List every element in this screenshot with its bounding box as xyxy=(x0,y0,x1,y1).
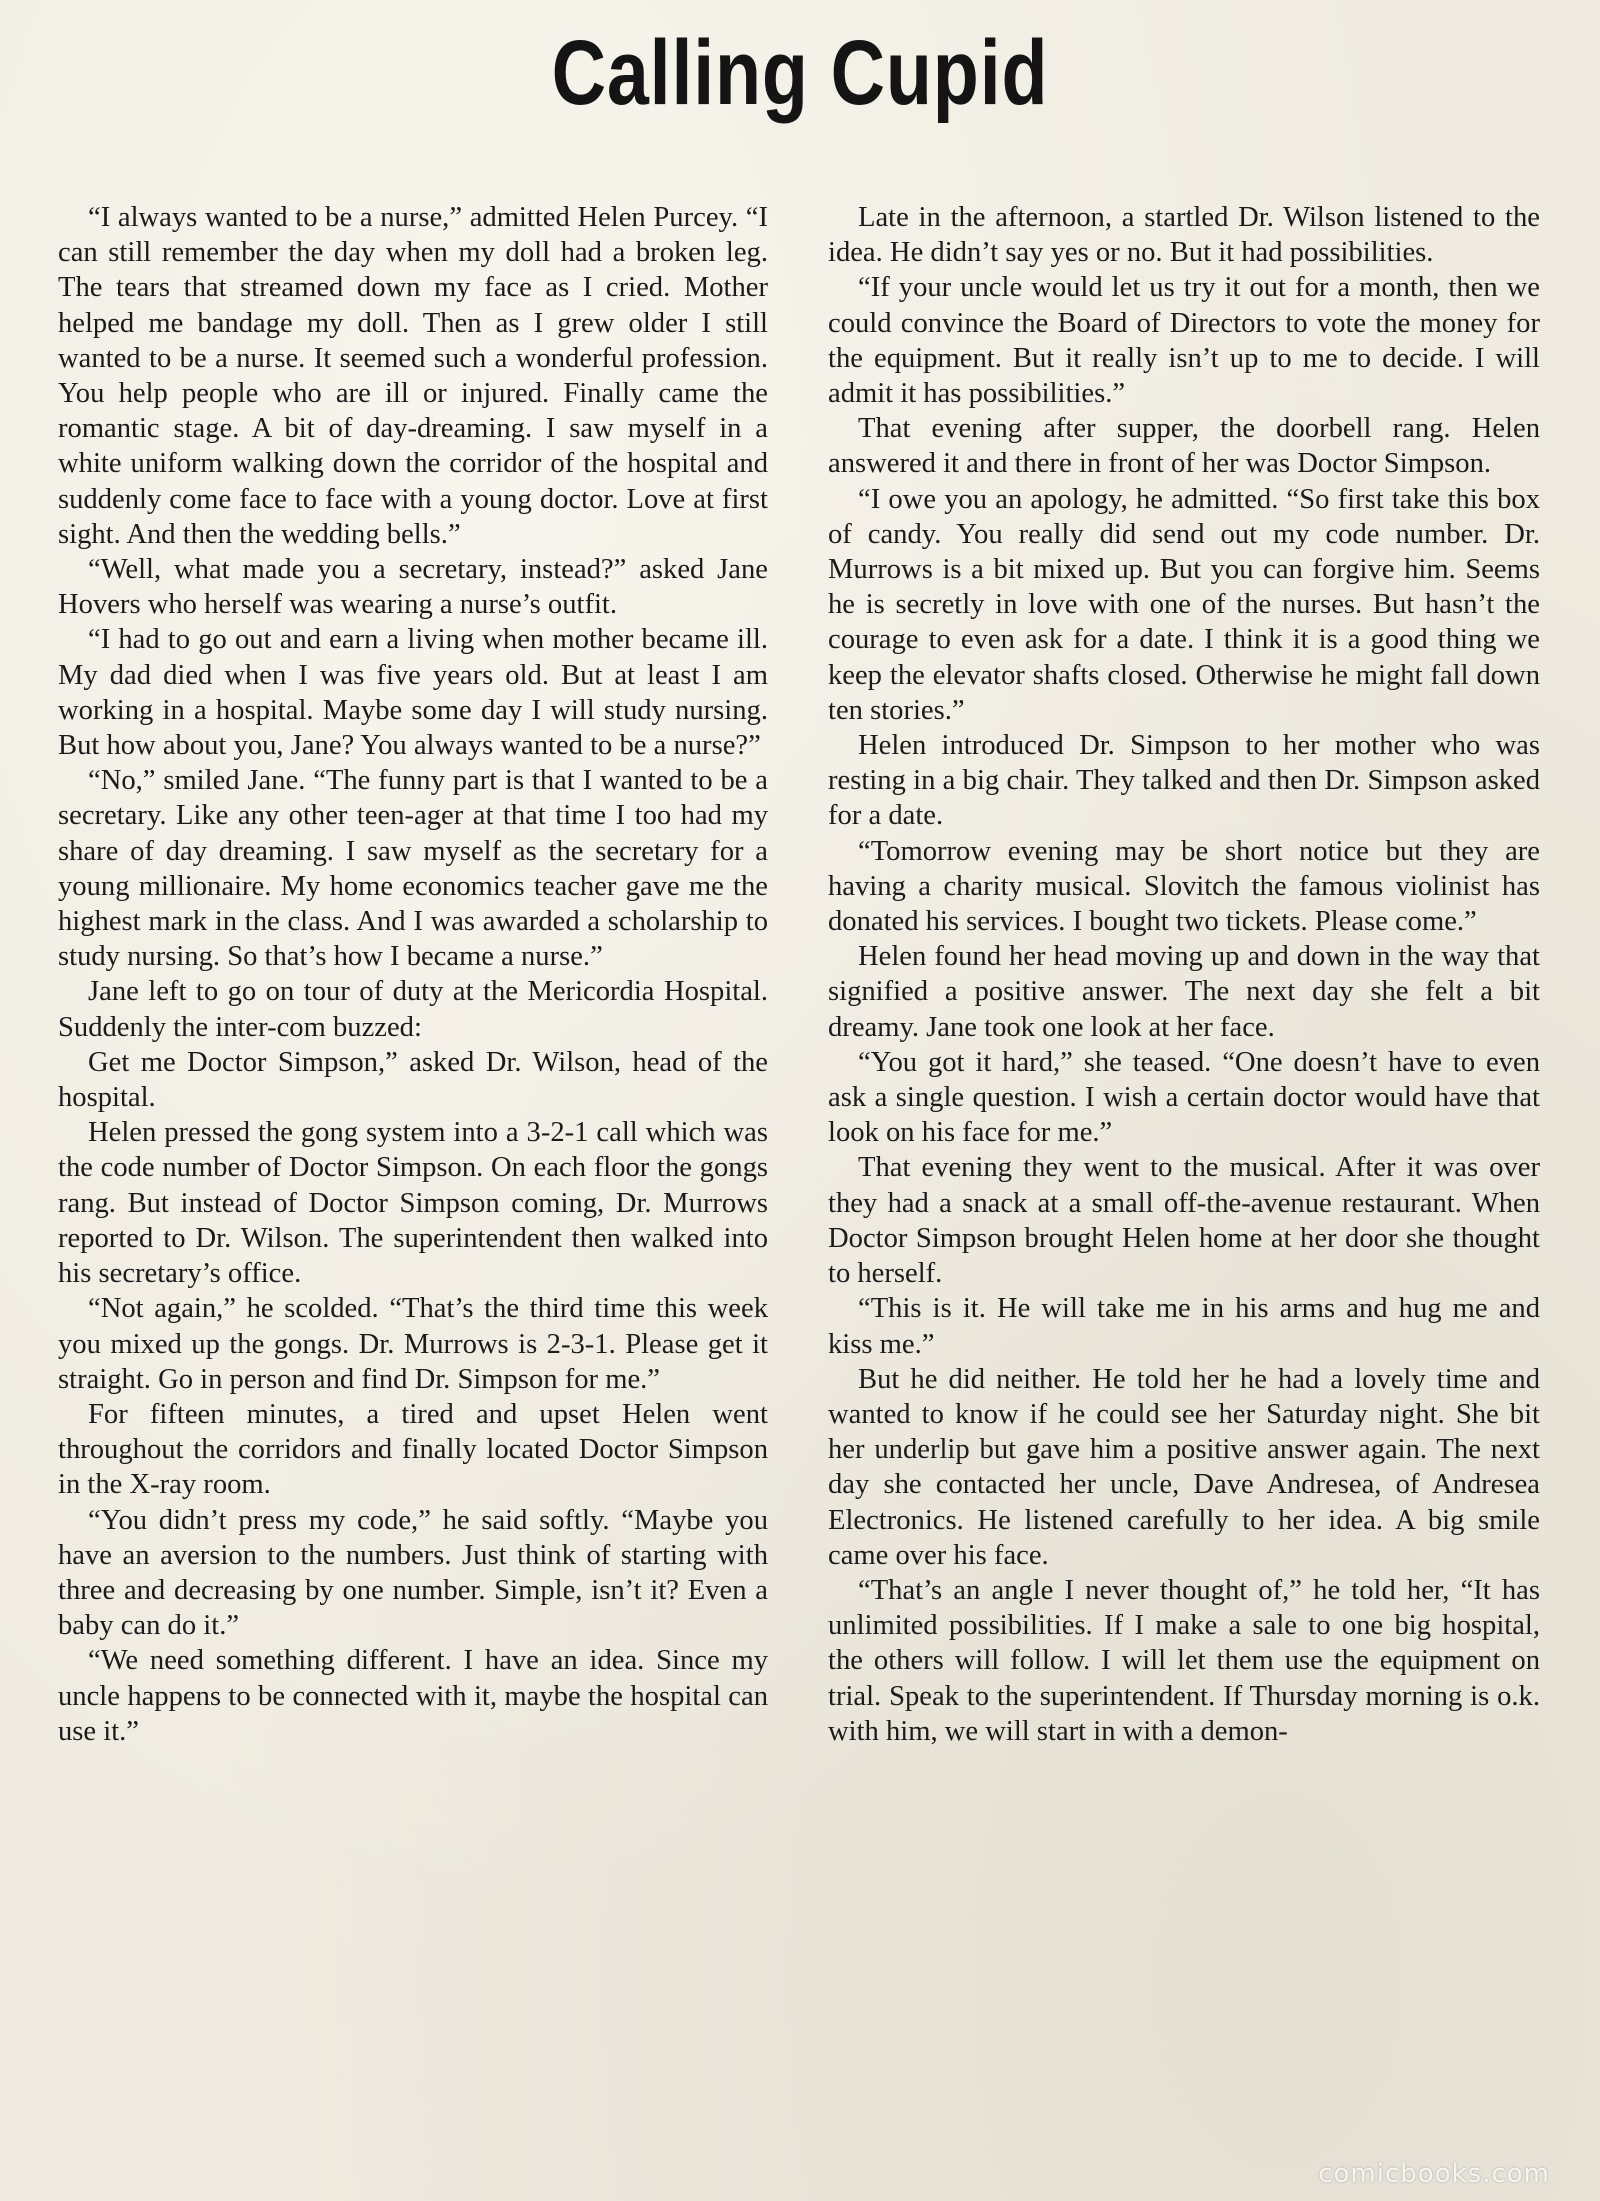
paragraph: For fifteen minutes, a tired and upset Helen went throughout the corridors and finally located Doctor Simpson in the X-ray room. xyxy=(58,1398,768,1501)
paragraph: But he did neither. He told her he had a lovely time and wanted to know if he could see her Saturday night. She bit her underlip but gave him a positive answer again. The next day she contacted her uncle, Dave Andresea, of Andresea Electronics. He listened carefully to her idea. A big smile came over his face. xyxy=(828,1363,1540,1571)
paragraph: Jane left to go on tour of duty at the Mericordia Hospital. Suddenly the inter-com buzzed: xyxy=(58,976,768,1043)
paragraph: “This is it. He will take me in his arms and hug me and kiss me.” xyxy=(828,1293,1540,1360)
story-title: Calling Cupid xyxy=(551,22,1049,124)
paragraph: “I owe you an apology, he admitted. “So first take this box of candy. You really did send out my code number. Dr. Murrows is a bit mixed up. But you can forgive him. Seems he is secretly in love with one of the nurses. But hasn’t the courage to even ask for a date. I think it is a good thing we keep the elevator shafts closed. Otherwise he might fall down ten stories.” xyxy=(828,483,1540,726)
paragraph: “I always wanted to be a nurse,” admitted Helen Purcey. “I can still remember the day when my doll had a broken leg. The tears that streamed down my face as I cried. Mother helped me bandage my doll. Then as I grew older I still wanted to be a nurse. It seemed such a wonderful profession. You help people who are ill or injured. Finally came the romantic stage. A bit of day-dreaming. I saw myself in a white uniform walking down the corridor of the hospital and suddenly come face to face with a young doctor. Love at first sight. And then the wedding bells.” xyxy=(58,202,768,550)
watermark: comicbooks.com xyxy=(1318,2159,1550,2189)
paragraph: “Well, what made you a secretary, instead?” asked Jane Hovers who herself was wearing a nurse’s outfit. xyxy=(58,554,768,621)
paragraph: Helen found her head moving up and down in the way that signified a positive answer. The next day she felt a bit dreamy. Jane took one look at her face. xyxy=(828,941,1540,1043)
paragraph: “No,” smiled Jane. “The funny part is that I wanted to be a secretary. Like any other teen-ager at that time I too had my share of day dreaming. I saw myself as the secretary for a young millionaire. My home economics teacher gave me the highest mark in the class. And I was awarded a scholarship to study nursing. So that’s how I became a nurse.” xyxy=(58,765,768,973)
paragraph: Helen pressed the gong system into a 3-2-1 call which was the code number of Doctor Simpson. On each floor the gongs rang. But instead of Doctor Simpson coming, Dr. Murrows reported to Dr. Wilson. The superintendent then walked into his secretary’s office. xyxy=(58,1117,768,1290)
paragraph: “I had to go out and earn a living when mother became ill. My dad died when I was five years old. But at least I am working in a hospital. Maybe some day I will study nursing. But how about you, Jane? You always wanted to be a nurse?” xyxy=(58,624,768,762)
paragraph: “You didn’t press my code,” he said softly. “Maybe you have an aversion to the numbers. Just think of starting with three and decreasing by one number. Simple, isn’t it? Even a baby can do it.” xyxy=(58,1504,768,1642)
paragraph: “We need something different. I have an idea. Since my uncle happens to be connected with it, maybe the hospital can use it.” xyxy=(58,1645,768,1747)
paragraph: Helen introduced Dr. Simpson to her mother who was resting in a big chair. They talked and then Dr. Simpson asked for a date. xyxy=(828,730,1540,832)
paragraph: “If your uncle would let us try it out for a month, then we could convince the Board of Directors to vote the money for the equipment. But it really isn’t up to me to decide. I will admit it has possibilities.” xyxy=(828,272,1540,410)
paragraph: Get me Doctor Simpson,” asked Dr. Wilson, head of the hospital. xyxy=(58,1046,768,1114)
left-text-column xyxy=(58,200,768,2170)
paragraph: “You got it hard,” she teased. “One doesn’t have to even ask a single question. I wish a certain doctor would have that look on his face for me.” xyxy=(828,1046,1540,1149)
right-text-column xyxy=(828,200,1540,2170)
paragraph: “That’s an angle I never thought of,” he told her, “It has unlimited possibilities. If I make a sale to one big hospital, the others will follow. I will let them use the equipment on trial. Speak to the superintendent. If Thursday morning is o.k. with him, we will start in with a demon- xyxy=(828,1574,1540,1747)
paragraph: That evening after supper, the doorbell rang. Helen answered it and there in front of her was Doctor Simpson. xyxy=(828,413,1540,480)
paragraph: That evening they went to the musical. After it was over they had a snack at a small off-the-avenue restaurant. When Doctor Simpson brought Helen home at her door she thought to herself. xyxy=(828,1152,1540,1290)
paragraph: “Not again,” he scolded. “That’s the third time this week you mixed up the gongs. Dr. Murrows is 2-3-1. Please get it straight. Go in person and find Dr. Simpson for me.” xyxy=(58,1293,768,1395)
paragraph: Late in the afternoon, a startled Dr. Wilson listened to the idea. He didn’t say yes or no. But it had possibilities. xyxy=(828,202,1540,269)
paragraph: “Tomorrow evening may be short notice but they are having a charity musical. Slovitch the famous violinist has donated his services. I bought two tickets. Please come.” xyxy=(828,835,1540,938)
